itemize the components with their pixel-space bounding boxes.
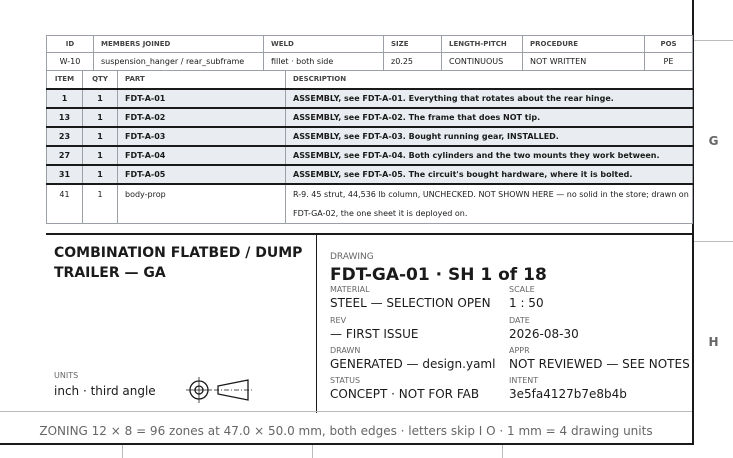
- weld-row: [47, 53, 693, 71]
- rev-label: REV: [330, 316, 347, 325]
- bom-part: body-prop: [118, 184, 286, 224]
- date-value: 2026-08-30: [509, 327, 579, 341]
- appr-value: NOT REVIEWED — SEE NOTES: [509, 357, 690, 371]
- zoning-note: ZONING 12 × 8 = 96 zones at 47.0 × 50.0 mm, both edges · letters skip I O · 1 mm = 4 drawing units: [0, 411, 692, 443]
- weld-col-length-pitch: LENGTH-PITCH: [442, 36, 523, 53]
- bom-row-part: [47, 184, 693, 224]
- units-value: inch · third angle: [54, 384, 156, 398]
- bom-row-assembly: [47, 89, 693, 108]
- bom-table: [46, 70, 693, 224]
- drawn-value: GENERATED — design.yaml: [330, 357, 496, 371]
- bom-description: ASSEMBLY, see FDT-A-05. The circuit's bought hardware, where it is bolted.: [286, 165, 693, 184]
- bom-qty: 1: [83, 108, 118, 127]
- drawing-title: COMBINATION FLATBED / DUMP TRAILER — GA: [54, 245, 303, 281]
- weld-col-id: ID: [47, 36, 94, 53]
- bom-col-part: PART: [118, 71, 286, 89]
- zone-letter-g: G: [708, 134, 719, 148]
- title-block: [46, 233, 692, 411]
- title-block-divider: [316, 235, 317, 413]
- zone-tick: [312, 445, 313, 458]
- units-label: UNITS: [54, 371, 79, 380]
- bom-item: 13: [47, 108, 83, 127]
- intent-label: INTENT: [509, 376, 539, 385]
- bom-qty: 1: [83, 165, 118, 184]
- appr-label: APPR: [509, 346, 530, 355]
- bom-col-description: DESCRIPTION: [286, 71, 693, 89]
- zone-divider: [694, 40, 733, 41]
- third-angle-projection-icon: [186, 377, 256, 403]
- material-label: MATERIAL: [330, 285, 370, 294]
- bom-qty: 1: [83, 146, 118, 165]
- date-label: DATE: [509, 316, 530, 325]
- weld-col-weld: WELD: [264, 36, 384, 53]
- bom-row-assembly: [47, 165, 693, 184]
- weld-members: suspension_hanger / rear_subframe: [94, 53, 264, 71]
- zone-tick: [502, 445, 503, 458]
- drawing-label: DRAWING: [330, 252, 374, 262]
- bom-description: ASSEMBLY, see FDT-A-01. Everything that rotates about the rear hinge.: [286, 89, 693, 108]
- weld-col-members: MEMBERS JOINED: [94, 36, 264, 53]
- scale-value: 1 : 50: [509, 296, 544, 310]
- drawn-label: DRAWN: [330, 346, 361, 355]
- weld-id: W-10: [47, 53, 94, 71]
- bom-qty: 1: [83, 127, 118, 146]
- weld-col-pos: POS: [645, 36, 693, 53]
- bom-part: FDT-A-03: [118, 127, 286, 146]
- weld-pos: PE: [645, 53, 693, 71]
- bom-item: 1: [47, 89, 83, 108]
- bom-header-row: [47, 71, 693, 89]
- weld-schedule-table: [46, 35, 693, 71]
- bom-item: 41: [47, 184, 83, 224]
- bom-qty: 1: [83, 89, 118, 108]
- weld-col-procedure: PROCEDURE: [523, 36, 645, 53]
- drawing-sheet: [46, 35, 692, 224]
- weld-header-row: [47, 36, 693, 53]
- scale-label: SCALE: [509, 285, 535, 294]
- intent-value: 3e5fa4127b7e8b4b: [509, 387, 627, 401]
- bom-item: 23: [47, 127, 83, 146]
- bom-qty: 1: [83, 184, 118, 224]
- rev-value: — FIRST ISSUE: [330, 327, 419, 341]
- bom-item: 31: [47, 165, 83, 184]
- bom-description: R-9. 45 strut, 44,536 lb column, UNCHECKED. NOT SHOWN HERE — no solid in the store; drawn on FDT-GA-02, the one sheet it is deployed on.: [286, 184, 693, 224]
- bom-col-qty: QTY: [83, 71, 118, 89]
- bom-part: FDT-A-02: [118, 108, 286, 127]
- bom-part: FDT-A-05: [118, 165, 286, 184]
- drawing-number: FDT-GA-01 · SH 1 of 18: [330, 265, 547, 285]
- status-value: CONCEPT · NOT FOR FAB: [330, 387, 480, 401]
- bom-item: 27: [47, 146, 83, 165]
- bom-part: FDT-A-04: [118, 146, 286, 165]
- bom-row-assembly: [47, 146, 693, 165]
- material-value: STEEL — SELECTION OPEN: [330, 296, 491, 310]
- bom-description: ASSEMBLY, see FDT-A-02. The frame that does NOT tip.: [286, 108, 693, 127]
- weld-procedure: NOT WRITTEN: [523, 53, 645, 71]
- bom-part: FDT-A-01: [118, 89, 286, 108]
- zone-divider: [694, 241, 733, 242]
- bom-row-assembly: [47, 127, 693, 146]
- bom-description: ASSEMBLY, see FDT-A-04. Both cylinders and the two mounts they work between.: [286, 146, 693, 165]
- status-label: STATUS: [330, 376, 361, 385]
- bom-row-assembly: [47, 108, 693, 127]
- zone-tick: [122, 445, 123, 458]
- weld-size: z0.25: [384, 53, 442, 71]
- weld-type: fillet · both side: [264, 53, 384, 71]
- zone-letter-h: H: [708, 335, 719, 349]
- bom-col-item: ITEM: [47, 71, 83, 89]
- weld-length-pitch: CONTINUOUS: [442, 53, 523, 71]
- weld-col-size: SIZE: [384, 36, 442, 53]
- bom-description: ASSEMBLY, see FDT-A-03. Bought running gear, INSTALLED.: [286, 127, 693, 146]
